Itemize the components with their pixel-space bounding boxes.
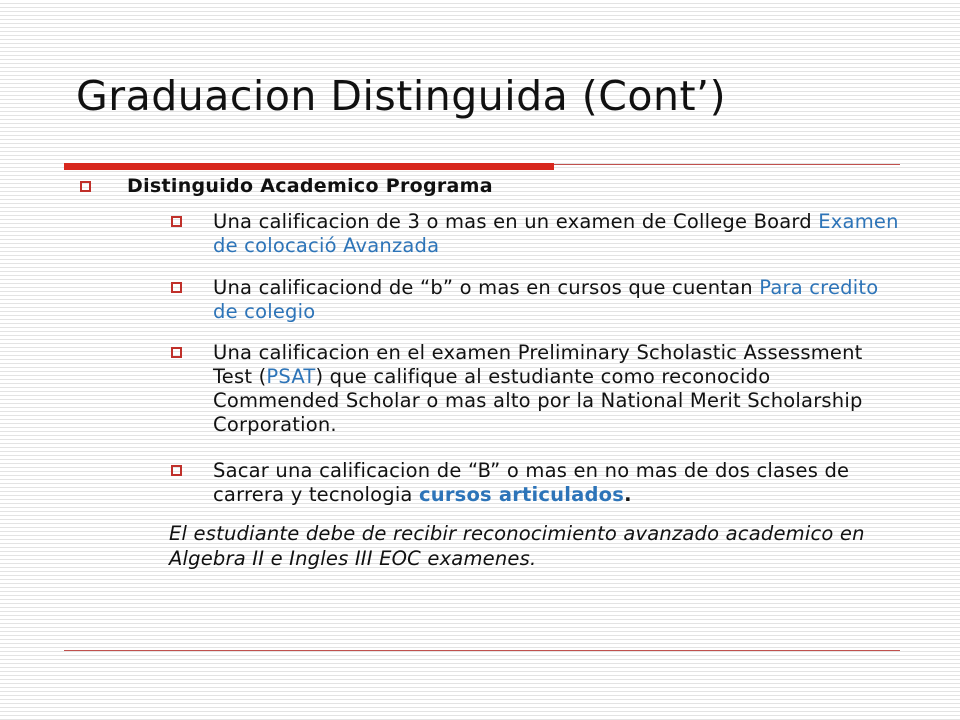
- footer-divider: [64, 650, 900, 651]
- square-bullet-icon: [171, 347, 182, 358]
- list-item-text-after: .: [624, 483, 632, 506]
- list-item-text: Una calificaciond de “b” o mas en cursos que cuentan: [213, 276, 760, 299]
- title-divider-accent: [64, 163, 554, 170]
- list-item-text-after: ) que califique al estudiante como reconocido Commended Scholar o mas alto por la National Merit Scholarship Corporation.: [213, 365, 863, 436]
- slide-note: El estudiante debe de recibir reconocimiento avanzado academico en Algebra II e Ingles III EOC examenes.: [169, 522, 865, 570]
- square-bullet-icon: [80, 181, 91, 192]
- list-item-text: Una calificacion de 3 o mas en un examen de College Board: [213, 210, 819, 233]
- list-item-text: Una calificacion en el examen Preliminary Scholastic Assessment Test (: [213, 341, 863, 388]
- list-item-highlight: Para credito de colegio: [213, 276, 879, 323]
- list-item: [213, 210, 903, 258]
- list-item-highlight: Examen de colocació Avanzada: [213, 210, 899, 257]
- list-item-text: Sacar una calificacion de “B” o mas en no mas de dos clases de carrera y tecnologia: [213, 459, 850, 506]
- list-item-highlight: PSAT: [266, 365, 316, 388]
- list-item: [213, 341, 903, 437]
- slide-title: Graduacion Distinguida (Cont’): [76, 72, 727, 120]
- square-bullet-icon: [171, 216, 182, 227]
- square-bullet-icon: [171, 465, 182, 476]
- level1-heading: Distinguido Academico Programa: [127, 175, 493, 197]
- square-bullet-icon: [171, 282, 182, 293]
- list-item-highlight: cursos articulados: [418, 483, 625, 506]
- list-item: [213, 276, 903, 324]
- list-item: [213, 459, 903, 507]
